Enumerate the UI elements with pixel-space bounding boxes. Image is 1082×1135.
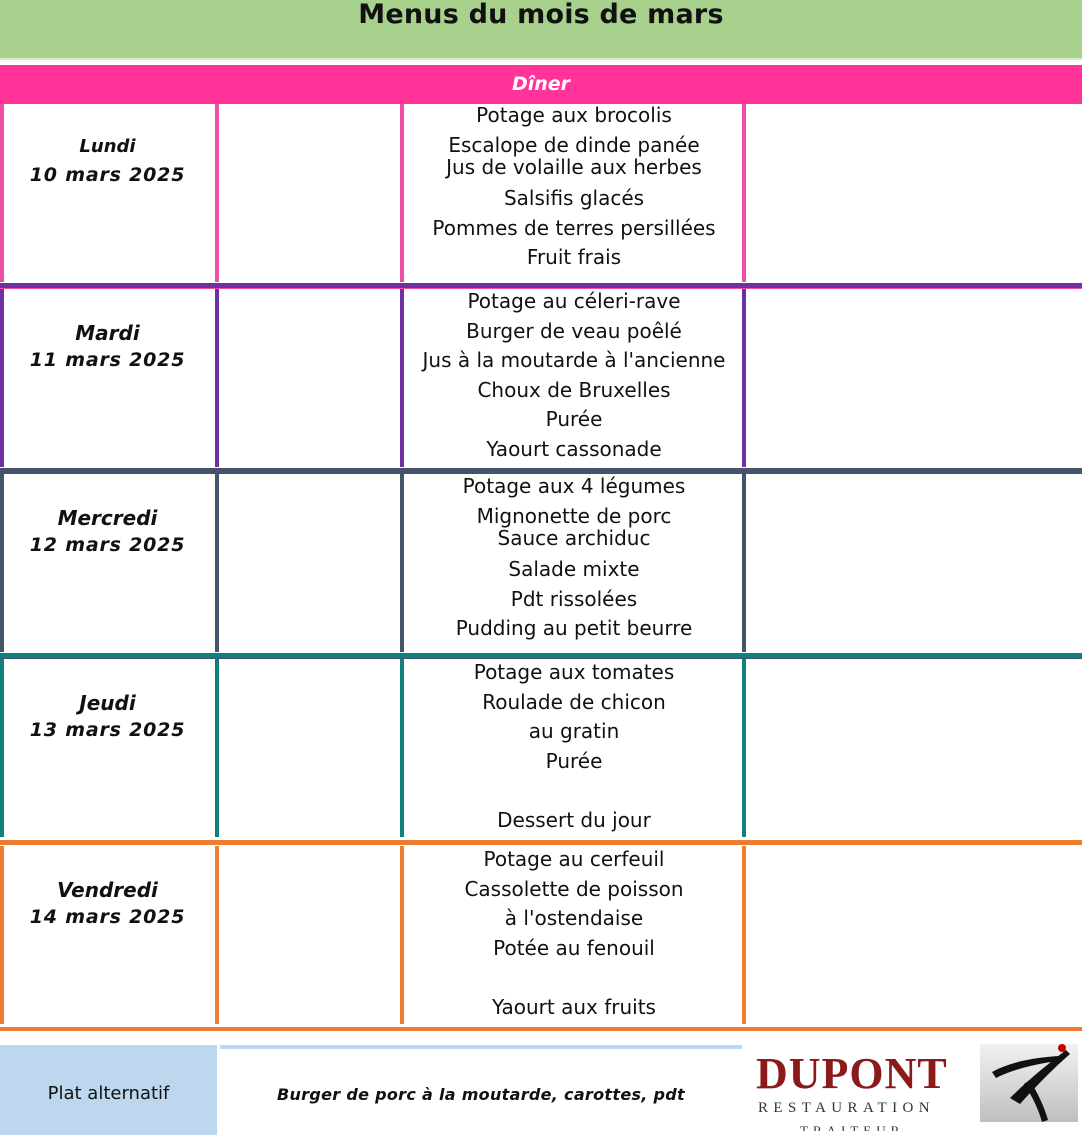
menu-cell — [404, 658, 744, 836]
day-label — [0, 474, 215, 652]
menu-item: Fruit frais — [526, 245, 622, 269]
row-border — [215, 474, 219, 652]
menu-item: Burger de veau poêlé — [466, 318, 682, 343]
day-row-wednesday — [0, 474, 1082, 652]
menu-item: Roulade de chicon — [482, 689, 666, 714]
menu-item: Potage aux tomates — [473, 660, 675, 684]
row-border — [215, 104, 219, 282]
menu-item: Potage au cerfeuil — [483, 847, 665, 871]
menu-item: Yaourt cassonade — [486, 436, 662, 461]
day-date: 13 mars 2025 — [29, 719, 186, 741]
menu-item: au gratin — [528, 719, 620, 743]
menu-item: Mignonette de porc — [476, 503, 672, 528]
menu-item: Pommes de terres persillées — [432, 215, 716, 240]
menu-cell — [404, 845, 744, 1023]
day-name: Jeudi — [79, 691, 136, 715]
day-row-thursday — [0, 659, 1082, 837]
dupont-logo — [748, 1040, 1082, 1131]
row-border — [215, 289, 219, 467]
row-border — [215, 659, 219, 837]
service-label: Dîner — [511, 73, 571, 95]
menu-cell — [404, 101, 744, 279]
menu-item: Potée au fenouil — [493, 935, 655, 960]
menu-item: Yaourt aux fruits — [492, 994, 656, 1019]
logo-graphic — [748, 1040, 1082, 1131]
menu-item: Potage au céleri-rave — [467, 289, 681, 313]
service-header — [0, 65, 1082, 104]
alternative-label: Plat alternatif — [47, 1083, 170, 1104]
day-name: Mardi — [75, 321, 140, 345]
menu-item: Salade mixte — [508, 557, 640, 581]
menu-cell — [404, 472, 744, 650]
day-row-monday — [0, 104, 1082, 282]
page-title: Menus du mois de mars — [358, 0, 724, 30]
menu-item-empty — [404, 776, 744, 806]
logo-line2: RESTAURATION — [758, 1100, 935, 1116]
menu-item: Salsifis glacés — [503, 186, 645, 210]
day-label — [0, 289, 215, 467]
menu-item: Escalope de dinde panée — [448, 132, 700, 157]
menu-item: Choux de Bruxelles — [477, 377, 671, 402]
day-date: 14 mars 2025 — [29, 906, 186, 928]
menu-item: Jus à la moutarde à l'ancienne — [422, 348, 726, 372]
logo-line3: TRAITEUR — [800, 1123, 905, 1131]
day-row-tuesday — [0, 289, 1082, 467]
day-label — [0, 659, 215, 837]
menu-cell — [404, 287, 744, 465]
menu-item: Cassolette de poisson — [464, 876, 684, 901]
row-border — [215, 846, 219, 1024]
day-label — [0, 846, 215, 1024]
day-label — [0, 104, 215, 282]
logo-brand: DUPONT — [756, 1049, 948, 1098]
menu-item: Pudding au petit beurre — [455, 616, 693, 640]
figure-head-icon — [1058, 1044, 1066, 1052]
menu-item: Dessert du jour — [497, 807, 651, 832]
menu-item: Potage aux brocolis — [476, 103, 672, 127]
menu-item: Potage aux 4 légumes — [462, 474, 686, 498]
page-title-bar — [0, 0, 1082, 60]
day-date: 12 mars 2025 — [29, 534, 186, 556]
menu-item: Purée — [545, 407, 603, 431]
day-name: Lundi — [79, 136, 136, 157]
menu-item: Jus de volaille aux herbes — [446, 155, 702, 179]
alternative-label-cell — [0, 1045, 217, 1135]
day-date: 11 mars 2025 — [29, 349, 186, 371]
menu-item: à l'ostendaise — [504, 906, 644, 930]
day-date: 10 mars 2025 — [29, 164, 186, 186]
row-divider — [0, 1027, 1082, 1031]
menu-item: Pdt rissolées — [510, 586, 638, 611]
menu-item-empty — [404, 963, 744, 993]
day-name: Mercredi — [57, 506, 158, 530]
menu-item: Purée — [545, 748, 603, 773]
alternative-dish-cell — [220, 1045, 742, 1135]
alternative-dish: Burger de porc à la moutarde, carottes, pdt — [276, 1085, 685, 1104]
day-row-friday — [0, 846, 1082, 1024]
day-name: Vendredi — [57, 878, 158, 902]
menu-item: Sauce archiduc — [497, 526, 651, 550]
